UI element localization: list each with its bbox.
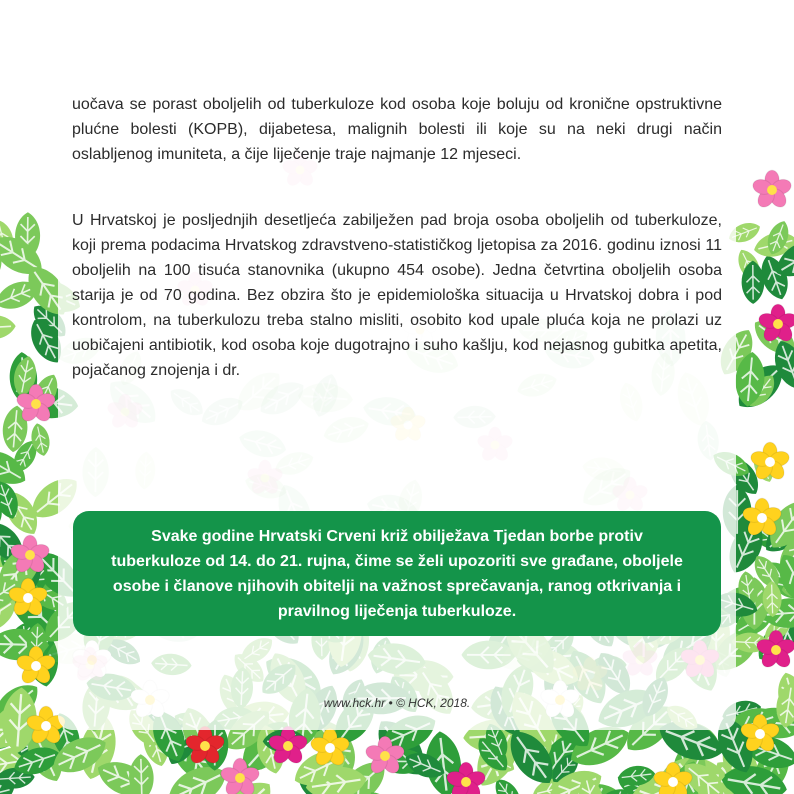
leaf-icon — [0, 314, 16, 340]
footer-credit: www.hck.hr • © HCK, 2018. — [323, 696, 471, 710]
body-paragraph-1: uočava se porast oboljelih od tuberkuloze kod osoba koje boluju od kronične opstruktivne plućne bolesti (KOPB), dijabetesa, malignih bolesti ili koje su na neki drugi način oslabljenog imuniteta, a čije liječenje traje najmanje 12 mjeseci. — [72, 96, 722, 163]
highlight-box — [73, 511, 721, 636]
leaf-icon — [128, 754, 154, 794]
highlight-text: Svake godine Hrvatski Crveni križ obilježava Tjedan borbe protiv tuberkuloze od 14. do 21. rujna, čime se želi upozoriti sve građane, oboljele osobe i članove njihovih obitelji na važnost sprečavanja, ranog otkrivanja i pravilnog liječenja tuberkuloze. — [111, 527, 683, 620]
flower-icon — [751, 170, 793, 210]
body-paragraph-2: U Hrvatskoj je posljednjih desetljeća zabilježen pad broja osoba oboljelih od tuberkuloze, koji prema podacima Hrvatskog zdravstveno-statističkog ljetopisa za 2016. godinu iznosi 11 oboljelih na 100 tisuća stanovnika (ukupno 454 osobe). Jedna četvrtina oboljelih osoba starija je od 70 godina. Bez obzira što je epidemiološka situacija u Hrvatskoj dobra i pod kontrolom, na tuberkulozu treba stalno misliti, osobito kod upale pluća koja ne prolazi uz uobičajeni antibiotik, kod osoba koje dugotrajno i suho kašlju, kod nejasnog gubitka apetita, pojačanog znojenja i dr. — [72, 212, 722, 379]
